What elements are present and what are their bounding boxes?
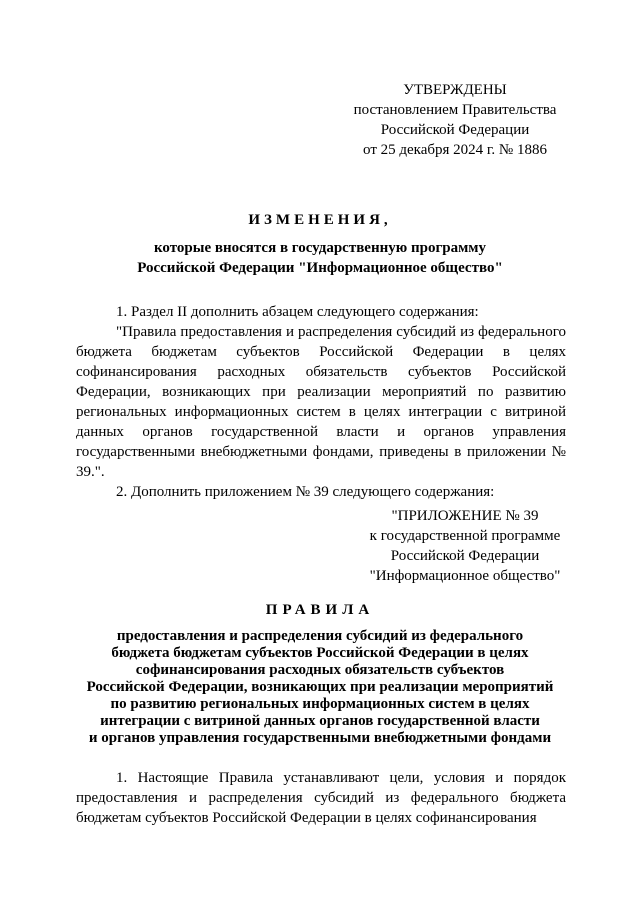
changes-heading: ИЗМЕНЕНИЯ,	[248, 212, 392, 228]
rules-subtitle-line-4: Российской Федерации, возникающих при реализации мероприятий	[86, 679, 554, 695]
appendix-line-3: Российской Федерации	[390, 548, 540, 564]
rules-subtitle-line-7: и органов управления государственными внебюджетными фондами	[88, 730, 552, 746]
item-1-intro: 1. Раздел II дополнить абзацем следующего содержания:	[116, 304, 479, 320]
rules-subtitle-line-2: бюджета бюджетам субъектов Российской Федерации в целях	[111, 645, 529, 661]
rules-point-1: 1. Настоящие Правила устанавливают цели, условия и порядок предоставления и распределения субсидий из федерального бюджета бюджетам субъектов Российской Федерации в целях софинансирования	[76, 770, 566, 826]
item-2: 2. Дополнить приложением № 39 следующего содержания:	[116, 484, 495, 500]
rules-subtitle	[0, 628, 640, 747]
approval-line-3: Российской Федерации	[380, 122, 530, 138]
changes-body	[76, 302, 566, 502]
rules-subtitle-line-5: по развитию региональных информационных систем в целях	[110, 696, 530, 712]
rules-heading: ПРАВИЛА	[265, 602, 375, 618]
changes-subtitle	[0, 238, 640, 278]
appendix-line-2: к государственной программе	[369, 528, 561, 544]
appendix-line-4: "Информационное общество"	[369, 568, 561, 584]
changes-subtitle-line-2: Российской Федерации "Информационное общество"	[137, 260, 503, 276]
approval-line-4: от 25 декабря 2024 г. № 1886	[363, 142, 547, 158]
rules-subtitle-line-6: интеграции с витриной данных органов государственной власти	[100, 713, 540, 729]
appendix-header	[340, 506, 590, 586]
changes-subtitle-line-1: которые вносятся в государственную программу	[153, 240, 487, 256]
rules-body	[76, 768, 566, 828]
approval-line-2: постановлением Правительства	[353, 102, 557, 118]
rules-subtitle-line-1: предоставления и распределения субсидий из федерального	[116, 628, 524, 644]
item-1-quote: "Правила предоставления и распределения субсидий из федерального бюджета бюджетам субъектов Российской Федерации в целях софинансирования расходных обязательств субъектов Российской Федерации, возникающих при реализации мероприятий по развитию региональных информационных систем в целях интеграции с витриной данных органов государственной власти и органов управления государственными внебюджетными фондами, приведены в приложении № 39.".	[76, 324, 566, 480]
approval-line-1: УТВЕРЖДЕНЫ	[403, 82, 507, 98]
appendix-line-1: "ПРИЛОЖЕНИЕ № 39	[391, 508, 539, 524]
rules-subtitle-line-3: софинансирования расходных обязательств субъектов	[135, 662, 505, 678]
approval-stamp	[340, 80, 570, 160]
